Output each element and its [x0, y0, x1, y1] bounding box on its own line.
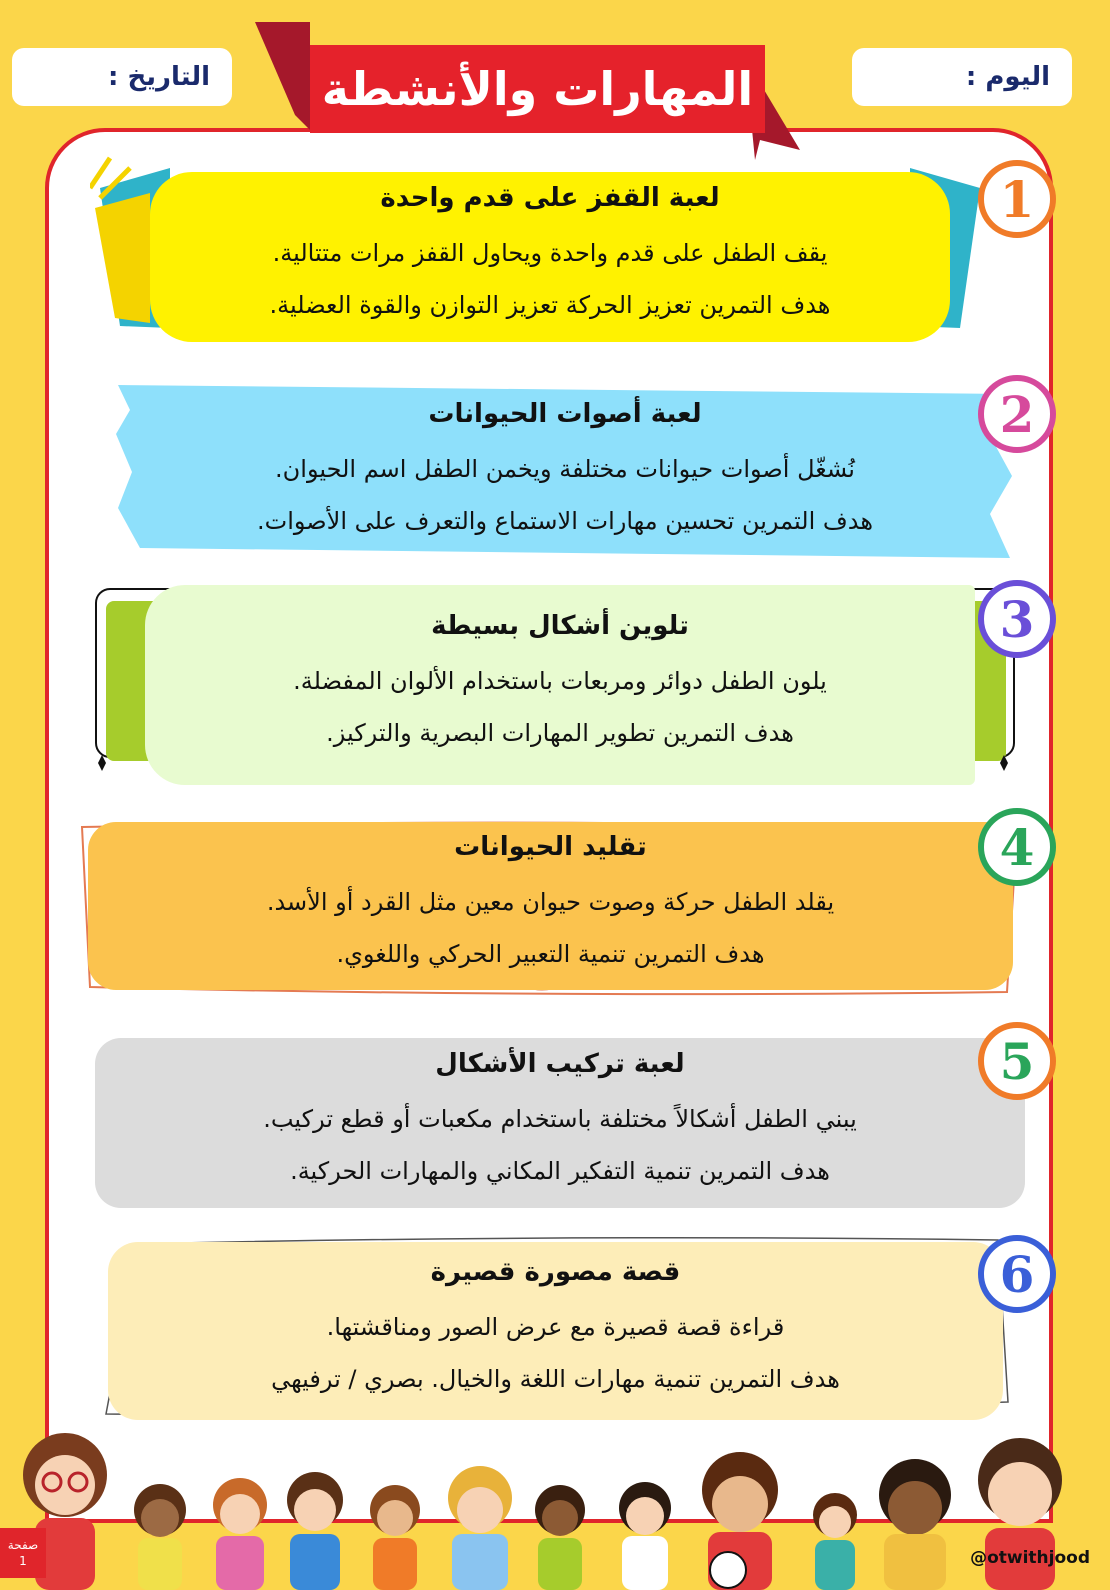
sparkle-icon — [98, 755, 106, 771]
page-word: صفحة — [7, 1538, 39, 1552]
kid-figure — [213, 1478, 267, 1590]
kids-illustration — [0, 1430, 1110, 1590]
activity-title: لعبة أصوات الحيوانات — [428, 398, 702, 429]
activity-card-5 — [95, 1038, 1025, 1208]
activity-title: تقليد الحيوانات — [454, 832, 647, 862]
page-title: المهارات والأنشطة — [321, 62, 754, 116]
kid-figure — [134, 1484, 186, 1590]
activity-card-6 — [108, 1242, 1003, 1420]
activity-goal: هدف التمرين تعزيز الحركة تعزيز التوازن والقوة العضلية. — [269, 291, 831, 319]
number-badge-3: 3 — [978, 580, 1056, 658]
activity-goal: هدف التمرين تنمية التفكير المكاني والمهارات الحركية. — [290, 1157, 830, 1185]
activity-title: قصة مصورة قصيرة — [430, 1257, 681, 1287]
kid-figure — [879, 1459, 951, 1590]
activity-title: لعبة تركيب الأشكال — [435, 1049, 685, 1079]
activity-card-4 — [88, 822, 1013, 990]
activity-description: يقلد الطفل حركة وصوت حيوان معين مثل القرد أو الأسد. — [266, 888, 835, 916]
number-badge-5: 5 — [978, 1022, 1056, 1100]
watermark: @otwithjood — [970, 1548, 1090, 1568]
kid-figure — [448, 1466, 512, 1590]
activity-goal: هدف التمرين تحسين مهارات الاستماع والتعرف على الأصوات. — [256, 506, 874, 535]
number-badge-4: 4 — [978, 808, 1056, 886]
kid-figure — [619, 1482, 671, 1590]
date-label: التاريخ : — [108, 62, 210, 92]
activity-title: تلوين أشكال بسيطة — [431, 611, 689, 641]
activity-description: نُشغّل أصوات حيوانات مختلفة ويخمن الطفل اسم الحيوان. — [275, 454, 855, 483]
activity-description: قراءة قصة قصيرة مع عرض الصور ومناقشتها. — [326, 1313, 785, 1341]
activity-goal: هدف التمرين تطوير المهارات البصرية والتركيز. — [326, 719, 794, 747]
activity-card-3 — [145, 585, 975, 785]
activity-card-2 — [150, 385, 980, 560]
activity-card-1 — [150, 172, 950, 342]
activity-goal: هدف التمرين تنمية التعبير الحركي واللغوي. — [336, 940, 765, 968]
page-number-badge — [0, 1528, 46, 1578]
day-field — [852, 48, 1072, 106]
number-badge-1: 1 — [978, 160, 1056, 238]
kid-figure — [813, 1493, 857, 1590]
number-badge-6: 6 — [978, 1235, 1056, 1313]
activity-title: لعبة القفز على قدم واحدة — [380, 183, 720, 213]
activity-description: يلون الطفل دوائر ومربعات باستخدام الألوان المفضلة. — [293, 667, 827, 695]
page-number: 1 — [19, 1554, 27, 1568]
date-field — [12, 48, 232, 106]
kid-figure — [370, 1485, 420, 1590]
number-badge-2: 2 — [978, 375, 1056, 453]
day-label: اليوم : — [965, 62, 1050, 92]
activity-goal: هدف التمرين تنمية مهارات اللغة والخيال. بصري / ترفيهي — [271, 1365, 840, 1393]
activity-description: يقف الطفل على قدم واحدة ويحاول القفز مرات متتالية. — [272, 239, 828, 267]
kid-figure — [535, 1485, 585, 1590]
activity-description: يبني الطفل أشكالاً مختلفة باستخدام مكعبات أو قطع تركيب. — [263, 1105, 857, 1133]
kid-figure — [287, 1472, 343, 1590]
kid-figure — [702, 1452, 778, 1590]
